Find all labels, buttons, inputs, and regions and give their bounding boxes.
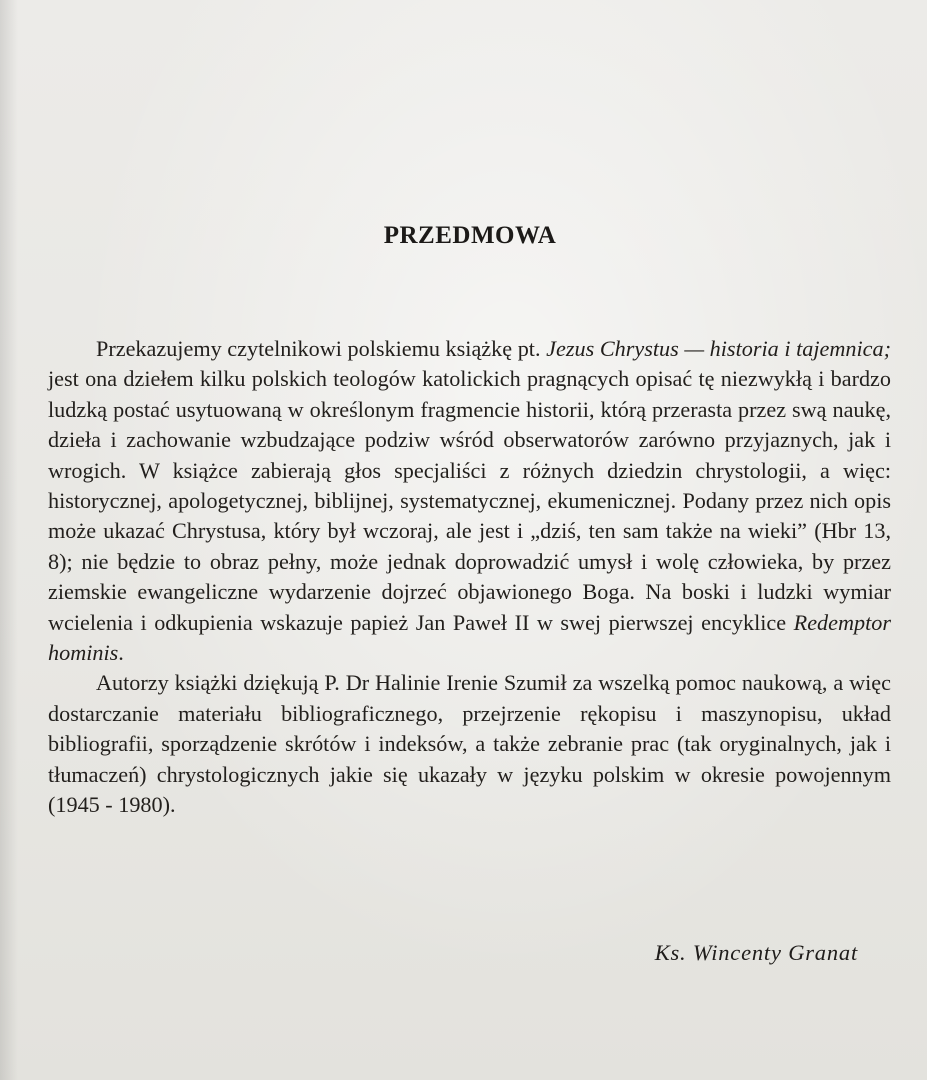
- book-title-italic: Jezus Chrystus — historia i tajemnica;: [546, 336, 891, 361]
- paragraph-1-text-3: .: [118, 640, 124, 666]
- paragraph-2-text-1: Autorzy książki dziękują P. Dr Halinie Irenie Szumił za wszelką pomoc naukową, a więc dostarczanie materiału bibliograficznego, przejrzenie rękopisu i maszynopisu, układ bibliografii, sporządzenie skrótów i indeksów, a także zebranie prac (tak oryginalnych, jak i tłumaczeń) chrystologicznych jakie się ukazały w języku polskim w okresie powojennym (1945 - 1980).: [48, 670, 891, 818]
- preface-body: [48, 334, 891, 821]
- page-title: PRZEDMOWA: [383, 222, 557, 249]
- encyclical-title-italic: Redemptor hominis: [48, 609, 891, 666]
- paragraph-1-text-2: jest ona dziełem kilku polskich teologów katolickich pragnących opisać tę niezwykłą i bardzo ludzką postać usytuowaną w określonym fragmencie historii, którą przerasta przez swą naukę, dzieła i zachowanie wzbudzające podziw wśród obserwatorów zarówno przyjaznych, jak i wrogich. W książce zabierają głos specjaliści z różnych dziedzin chrystologii, a więc: historycznej, apologetycznej, biblijnej, systematycznej, ekumenicznej. Podany przez nich opis może ukazać Chrystusa, który był wczoraj, ale jest i „dziś, ten sam także na wieki” (Hbr 13, 8); nie będzie to obraz pełny, może jednak doprowadzić umysł i wolę człowieka, by przez ziemskie ewangeliczne wydarzenie dojrzeć objawionego Boga. Na boski i ludzki wymiar wcielenia i odkupienia wskazuje papież Jan Paweł II w swej pierwszej encyklice: [48, 366, 891, 635]
- author-signature: Ks. Wincenty Granat: [654, 940, 858, 965]
- paragraph-1-text-1: Przekazujemy czytelnikowi polskiemu książkę pt.: [96, 336, 547, 361]
- paragraph-1: [48, 334, 891, 668]
- paragraph-2: [48, 668, 891, 820]
